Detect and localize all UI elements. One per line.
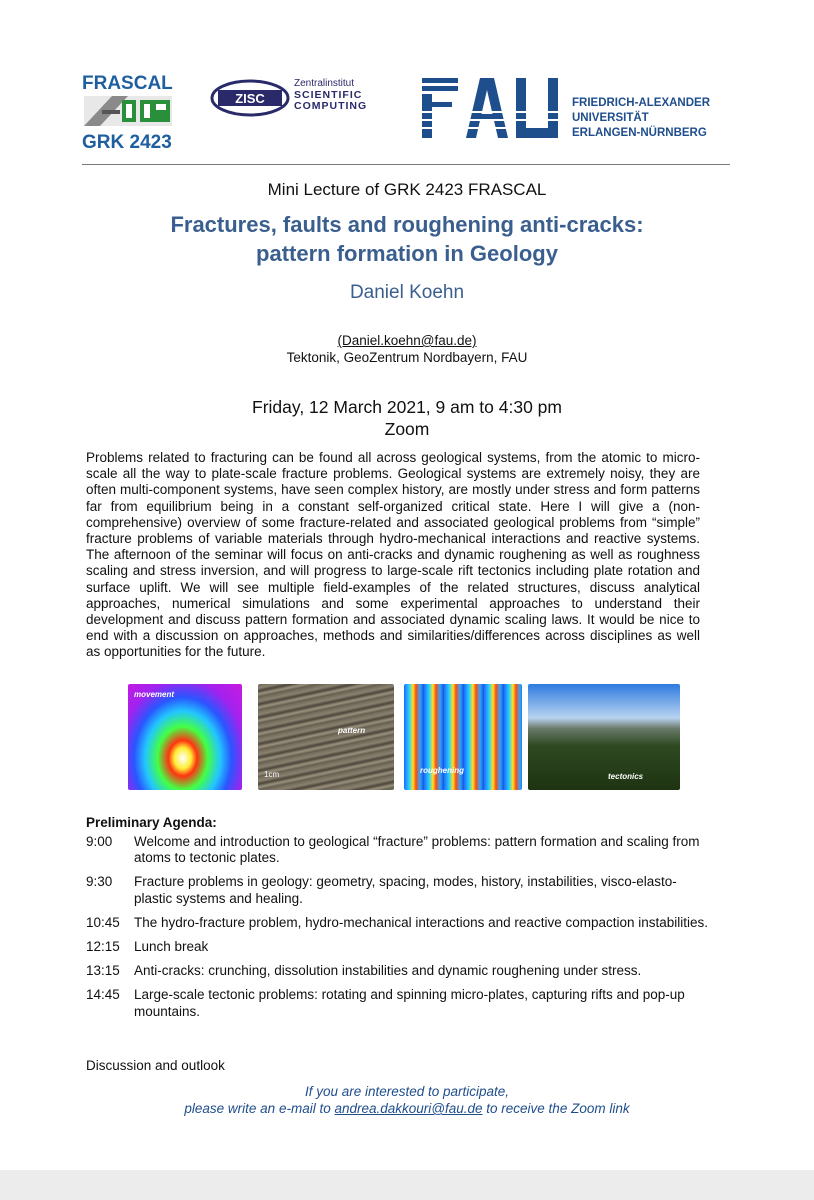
frascal-logo-title: FRASCAL bbox=[82, 73, 173, 94]
agenda-time: 9:30 bbox=[86, 874, 113, 890]
agenda-list bbox=[86, 834, 714, 1028]
agenda-text: Anti-cracks: crunching, dissolution instabilities and dynamic roughening under stress. bbox=[134, 963, 642, 979]
agenda-text: Large-scale tectonic problems: rotating and spinning micro-plates, capturing rifts and pop-up mountains. bbox=[134, 987, 685, 1019]
agenda-time: 14:45 bbox=[86, 987, 120, 1003]
agenda-time: 9:00 bbox=[86, 834, 113, 849]
invite-note bbox=[0, 1083, 814, 1117]
invite-email-link[interactable]: andrea.dakkouri@fau.de bbox=[334, 1101, 483, 1116]
agenda-item bbox=[86, 915, 714, 931]
photo-pattern bbox=[258, 684, 394, 790]
event-date: Friday, 12 March 2021, 9 am to 4:30 pm Zoom bbox=[0, 396, 814, 440]
agenda-heading: Preliminary Agenda: bbox=[86, 815, 217, 830]
photo-roughening bbox=[404, 684, 522, 790]
photo-tectonics-label: tectonics bbox=[608, 772, 644, 781]
photo-roughening-label: roughening bbox=[420, 766, 464, 775]
zisc-logo-text: ZISC bbox=[235, 91, 265, 106]
speaker-name: Daniel Koehn bbox=[349, 282, 465, 303]
logo-bar bbox=[82, 74, 732, 154]
fau-logo bbox=[422, 78, 558, 143]
agenda-time: 13:15 bbox=[86, 963, 120, 979]
page-bottom-band bbox=[0, 1170, 814, 1200]
agenda-text: Lunch break bbox=[134, 939, 209, 955]
fau-logo-mark bbox=[422, 78, 558, 138]
invite-line1: If you are interested to participate, bbox=[304, 1084, 510, 1099]
agenda-item bbox=[86, 834, 714, 866]
agenda-time: 10:45 bbox=[86, 914, 120, 930]
agenda-text: The hydro-fracture problem, hydro-mechanical interactions and reactive compaction instabilities. bbox=[134, 914, 709, 930]
agenda-item bbox=[86, 939, 714, 955]
abstract-text: Problems related to fracturing can be found all across geological systems, from the atomic to micro-scale all the way to plate-scale fracture problems. Geological systems are extremely noisy, they are often multi-component systems, have seen complex history, are mostly under stress and form patterns far from equilibrium being in a constant self-organized critical state. Here I will give a (non-comprehensive) overview of some fracture-related and associated geological problems from “simple” fracture problems of variable materials through hydro-mechanical interactions and reactive systems. The afternoon of the seminar will focus on anti-cracks and dynamic roughening as well as roughness scaling and stress inversion, and will progress to large-scale rift tectonics including plate rotation and surface uplift. We will see multiple field-examples of the related structures, discuss analytical approaches, numerical simulations and some experimental approaches to understand their development and discuss pattern formation and associated dynamic scaling laws. It would be nice to end with a discussion on approaches, methods and similarities/differences across disciplines as well as opportunities for the future. bbox=[86, 450, 700, 660]
photo-pattern-label: pattern bbox=[338, 726, 366, 735]
invite-line2: please write an e-mail to andrea.dakkouri@fau.de to receive the Zoom link bbox=[184, 1101, 630, 1116]
agenda-item bbox=[86, 874, 714, 906]
speaker-affiliation: Tektonik, GeoZentrum Nordbayern, FAU bbox=[286, 350, 528, 365]
frascal-logo-subtitle: GRK 2423 bbox=[82, 132, 172, 153]
header-divider bbox=[82, 164, 730, 165]
agenda-text: Welcome and introduction to geological “fracture” problems: pattern formation and scaling from atoms to tectonic plates. bbox=[134, 834, 700, 866]
fau-logo-text: FRIEDRICH-ALEXANDER UNIVERSITÄT ERLANGEN-NÜRNBERG bbox=[572, 97, 710, 139]
zisc-logo bbox=[210, 78, 368, 123]
frascal-logo bbox=[82, 74, 177, 153]
agenda-closing: Discussion and outlook bbox=[86, 1058, 225, 1073]
zisc-logo-line1: Zentralinstitut bbox=[294, 78, 355, 89]
photo-scale-label: 1cm bbox=[264, 770, 280, 779]
agenda-item bbox=[86, 963, 714, 979]
photo-tectonics bbox=[528, 684, 680, 790]
photo-strip bbox=[86, 684, 686, 794]
zisc-logo-mark bbox=[210, 78, 290, 118]
lecture-title: Fractures, faults and roughening anti-cracks: pattern formation in Geology bbox=[170, 212, 644, 266]
agenda-text: Fracture problems in geology: geometry, spacing, modes, history, instabilities, visco-elasto-plastic systems and healing. bbox=[134, 874, 677, 906]
speaker-email-link[interactable]: (Daniel.koehn@fau.de) bbox=[337, 333, 477, 348]
event-venue: Zoom bbox=[384, 419, 430, 439]
lecture-subtitle: Mini Lecture of GRK 2423 FRASCAL bbox=[267, 180, 547, 199]
frascal-logo-mark bbox=[82, 94, 174, 128]
agenda-item bbox=[86, 987, 714, 1019]
agenda-time: 12:15 bbox=[86, 939, 120, 955]
photo-movement bbox=[128, 684, 242, 790]
photo-movement-label: movement bbox=[134, 690, 175, 699]
zisc-logo-line2: SCIENTIFIC COMPUTING bbox=[294, 89, 368, 112]
